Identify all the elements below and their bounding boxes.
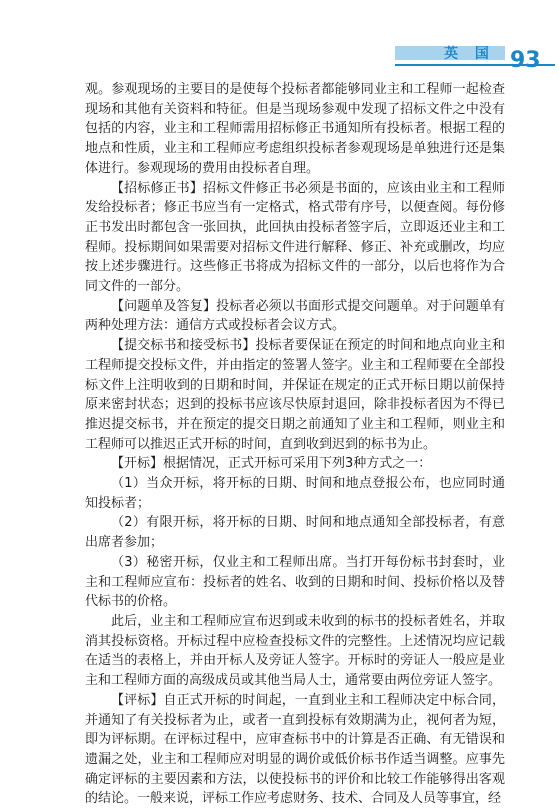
paragraph: 此后，业主和工程师应宣布迟到或未收到的标书的投标者姓名，并取消其投标资格。开标过程中应检查投标文件的完整性。上述情况均应记载在适当的表格上，并由开标人及旁证人签字。开标时的旁证人一般应是业主和工程师方面的高级成员或其他当局人士，通常要由两位旁证人签字。 xyxy=(85,613,505,689)
paragraph: （2）有限开标，将开标的日期、时间和地点通知全部投标者，有意出席者参加； xyxy=(85,515,505,551)
page-header xyxy=(0,0,559,80)
paragraph: 【评标】自正式开标的时间起，一直到业主和工程师决定中标合同，并通知了有关投标者为止，或者一直到投标有效期满为止，视何者为短，即为评标期。在评标过程中，应审查标书中的计算是否正确、有无错误和遗漏之处，业主和工程师应对明显的调价或低价标书作适当调整。应事先确定评标的主要因素和方法，以使投标书的评价和比较工作能够得出客观的结论。一般来说，评标工作应考虑财务、技术、合同及人员等事宜，经 xyxy=(85,692,505,807)
section-title: 英 国 xyxy=(444,46,495,62)
paragraph: （1）当众开标，将开标的日期、时间和地点登报公布，也应同时通知投标者； xyxy=(85,476,505,511)
paragraph: （3）秘密开标，仅业主和工程师出席。当打开每份标书封套时，业主和工程师应宣布：投标者的姓名、收到的日期和时间、投标价格以及替代标书的价格。 xyxy=(85,554,505,610)
paragraph: 【提交标书和接受标书】投标者要保证在预定的时间和地点向业主和工程师提交投标文件，并由指定的签署人签字。业主和工程师要在全部投标文件上注明收到的日期和时间，并保证在规定的正式开标日期以前保持原来密封状态；迟到的投标书应该尽快原封退回，除非投标者因为不得已推迟提交标书，并在预定的提交日期之前通知了业主和工程师，则业主和工程师可以推迟正式开标的时间，直到收到迟到的标书为止。 xyxy=(85,338,505,452)
page-number: 93 xyxy=(510,48,541,73)
paragraph: 【开标】根据情况，正式开标可采用下列3种方式之一： xyxy=(111,456,432,472)
body-text xyxy=(85,80,505,809)
paragraph: 【招标修正书】招标文件修正书必须是书面的，应该由业主和工程师发给投标者；修正书应当有一定格式，格式带有序号，以便查阅。每份修正书发出时都包含一张回执，此回执由投标者签字后，立即返还业主和工程师。投标期间如果需要对招标文件进行解释、修正、补充或删改，均应按上述步骤进行。这些修正书将成为招标文件的一部分，以后也将作为合同文件的一部分。 xyxy=(85,180,505,295)
paragraph: 【问题单及答复】投标者必须以书面形式提交问题单。对于问题单有两种处理方法：通信方式或投标者会议方式。 xyxy=(85,298,505,334)
paragraph: 观。参观现场的主要目的是使每个投标者都能够同业主和工程师一起检查现场和其他有关资料和特征。但是当现场参观中发现了招标文件之中没有包括的内容，业主和工程师需用招标修正书通知所有投标者。根据工程的地点和性质，业主和工程师应考虑组织投标者参观现场是单独进行还是集体进行。参观现场的费用由投标者自理。 xyxy=(85,82,505,176)
